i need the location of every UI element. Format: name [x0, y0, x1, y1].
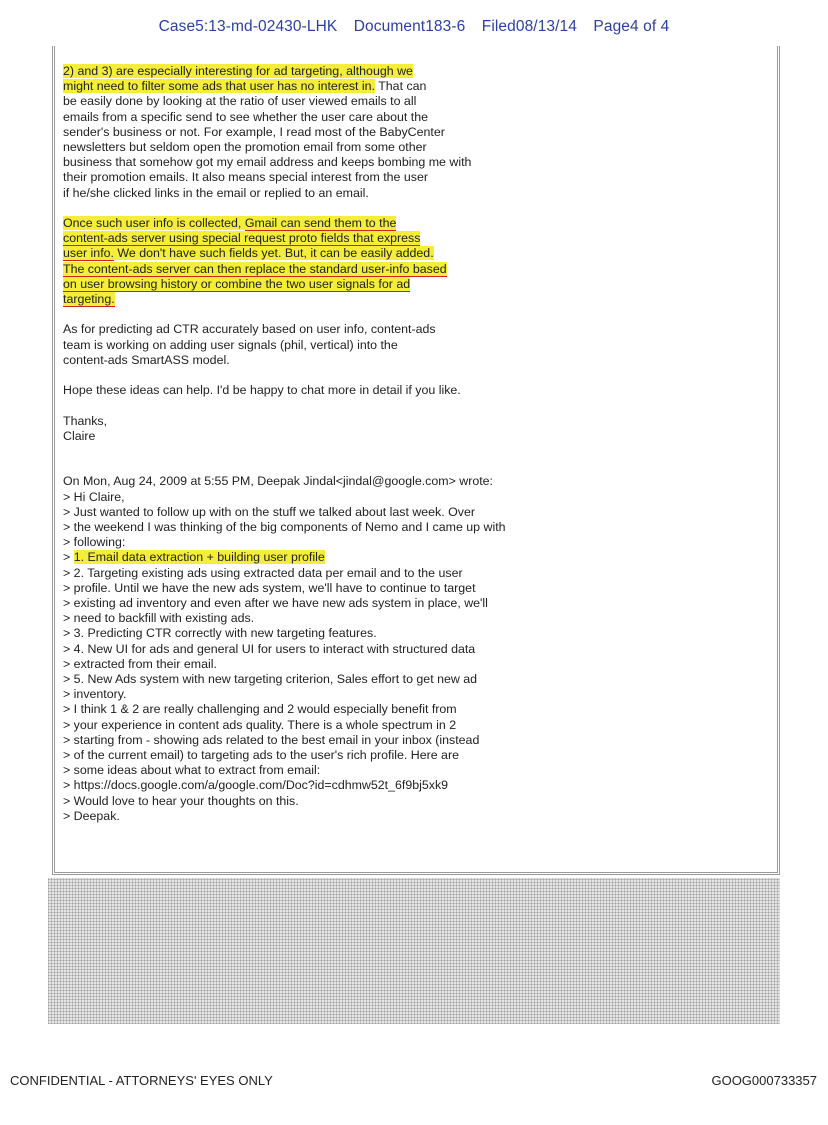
underlined-text: targeting. [63, 292, 115, 307]
underlined-text: Gmail can send them to the [244, 216, 397, 231]
quote-header: On Mon, Aug 24, 2009 at 5:55 PM, Deepak Jindal<jindal@google.com> wrote: [63, 474, 493, 489]
confidentiality-label: CONFIDENTIAL - ATTORNEYS' EYES ONLY [10, 1073, 273, 1088]
case-number: Case5:13-md-02430-LHK [158, 18, 338, 35]
email-line [63, 231, 753, 246]
highlighted-text: We don't have such fields yet. But, it can be easily added. [113, 246, 434, 261]
email-line: content-ads SmartASS model. [63, 352, 230, 367]
email-line: As for predicting ad CTR accurately based on user info, content-ads [63, 322, 436, 337]
email-line: sender's business or not. For example, I read most of the BabyCenter [63, 124, 445, 139]
quoted-line: > I think 1 & 2 are really challenging and 2 would especially benefit from [63, 702, 457, 717]
quoted-line: > existing ad inventory and even after we have new ads system in place, we'll [63, 596, 488, 611]
quoted-line: > some ideas about what to extract from email: [63, 763, 321, 778]
filed-date: Filed08/13/14 [481, 18, 577, 35]
quoted-line: > Would love to hear your thoughts on this. [63, 793, 299, 808]
highlighted-text: Once such user info is collected, [63, 216, 245, 231]
quoted-line: > Deepak. [63, 808, 120, 823]
blank-scan-area [48, 878, 780, 1024]
quoted-line: > Hi Claire, [63, 489, 125, 504]
email-line [63, 262, 753, 277]
quoted-link-line: > https://docs.google.com/a/google.com/Doc?id=cdhmw52t_6f9bj5xk9 [63, 778, 449, 793]
email-line: emails from a specific send to see whether the user care about the [63, 109, 429, 124]
email-line: Hope these ideas can help. I'd be happy to chat more in detail if you like. [63, 383, 461, 398]
email-line: business that somehow got my email address and keeps bombing me with [63, 155, 472, 170]
quoted-line: > starting from - showing ads related to the best email in your inbox (instead [63, 732, 480, 747]
bates-number: GOOG000733357 [711, 1073, 817, 1088]
email-line [63, 79, 753, 94]
email-line: team is working on adding user signals (phil, vertical) into the [63, 337, 398, 352]
quoted-line: > your experience in content ads quality. There is a whole spectrum in 2 [63, 717, 457, 732]
quoted-line: > 4. New UI for ads and general UI for users to interact with structured data [63, 641, 476, 656]
quoted-line: > need to backfill with existing ads. [63, 611, 255, 626]
quoted-line: > the weekend I was thinking of the big components of Nemo and I came up with [63, 520, 506, 534]
email-line [63, 277, 753, 292]
quoted-line: > following: [63, 535, 126, 550]
quoted-line: > inventory. [63, 687, 127, 702]
quoted-line: > of the current email) to targeting ads to the user's rich profile. Here are [63, 748, 459, 763]
email-line [63, 64, 753, 79]
email-line: their promotion emails. It also means special interest from the user [63, 170, 428, 185]
case-header [0, 18, 828, 36]
document-number: Document183-6 [353, 18, 466, 35]
underlined-text: user info. [63, 246, 114, 261]
signoff-line: Thanks, [63, 413, 108, 428]
highlighted-text: 1. Email data extraction + building user profile [73, 550, 325, 565]
underlined-text: The content-ads server can then replace the standard user-info based [63, 261, 447, 276]
email-text: That can [375, 79, 427, 94]
quoted-line: > profile. Until we have the new ads system, we'll have to continue to target [63, 580, 476, 595]
quoted-line: > Just wanted to follow up with on the stuff we talked about last week. Over [63, 504, 475, 519]
highlighted-text: 2) and 3) are especially interesting for ad targeting, although we [63, 64, 413, 78]
quoted-line: > 3. Predicting CTR correctly with new targeting features. [63, 626, 377, 641]
quoted-line [63, 550, 753, 565]
email-line: newsletters but seldom open the promotion email from some other [63, 140, 427, 155]
underlined-text: on user browsing history or combine the two user signals for ad [63, 276, 411, 291]
quoted-line: > extracted from their email. [63, 656, 217, 671]
email-body [63, 64, 753, 824]
highlighted-text: might need to filter some ads that user has no interest in. [63, 79, 375, 94]
underlined-text: content-ads server using special request proto fields that express [63, 231, 421, 246]
email-line: be easily done by looking at the ratio of user viewed emails to all [63, 94, 417, 109]
email-line [63, 246, 753, 261]
signature: Claire [63, 428, 96, 443]
email-line [63, 216, 753, 231]
email-line [63, 292, 753, 307]
quote-marker: > [63, 550, 74, 565]
email-line: if he/she clicked links in the email or replied to an email. [63, 185, 369, 200]
page-indicator: Page4 of 4 [593, 18, 670, 35]
quoted-line: > 5. New Ads system with new targeting criterion, Sales effort to get new ad [63, 672, 478, 687]
quoted-line: > 2. Targeting existing ads using extracted data per email and to the user [63, 565, 463, 580]
